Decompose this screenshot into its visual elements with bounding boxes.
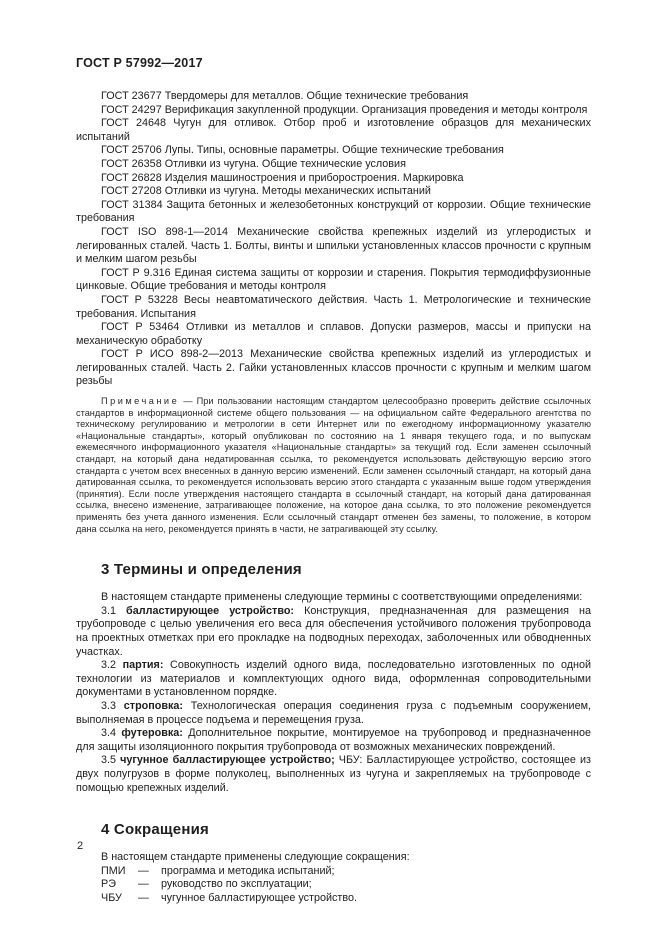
reference-item: ГОСТ ISO 898-1—2014 Механические свойства крепежных изделий из углеродистых и легированных сталей. Часть 1. Болты, винты и шпильки установленных классов прочности с крупным и мелким шагом резьбы [76, 225, 591, 266]
abbreviation-meaning: чугунное балластирующее устройство. [161, 891, 357, 904]
term-definition [76, 605, 591, 659]
terms-list [76, 605, 591, 795]
term-number: 3.3 [101, 699, 117, 712]
term-definition [76, 700, 591, 727]
reference-item: ГОСТ 23677 Твердомеры для металлов. Общие технические требования [101, 90, 469, 102]
abbreviation-row [101, 865, 591, 879]
abbreviation-dash: — [138, 878, 149, 891]
references-list [76, 90, 591, 389]
term-text: Совокупность изделий одного вида, последовательно изготовленных по одной технологии из материалов и комплектующих одного вида, оформленная сопроводительными документами в установленном порядке. [76, 659, 592, 699]
reference-item: ГОСТ Р 53228 Весы неавтоматического действия. Часть 1. Метрологические и технические требования. Испытания [76, 293, 591, 320]
note-text: — При пользовании настоящим стандартом целесообразно проверить действие ссылочных стандартов в информационной системе общего пользования — на официальном сайте Федерального агентства по техническому регулированию и метрологии в сети Интернет или по ежегодному информационному указателю «Национальные стандарты», который опубликован по состоянию на 1 января текущего года, и по выпускам ежемесячного информационного указателя «Национальные стандарты» за текущий год. Если заменен ссылочный стандарт, на который дана недатированная ссылка, то рекомендуется использовать действующую версию этого стандарта с учетом всех внесенных в данную версию изменений. Если заменен ссылочный стандарт, на который дана датированная ссылка, то рекомендуется использовать версию этого стандарта с указанным выше годом утверждения (принятия). Если после утверждения настоящего стандарта в ссылочный стандарт, на который дана датированная ссылка, внесено изменение, затрагивающее положение, на которое дана ссылка, то это положение рекомендуется применять без учета данного изменения. Если ссылочный стандарт отменен без замены, то положение, в котором дана ссылка на него, рекомендуется принять в части, не затрагивающей эту ссылку. [76, 396, 591, 534]
reference-item: ГОСТ 24648 Чугун для отливок. Отбор проб и изготовление образцов для механических испытаний [76, 117, 591, 143]
term-number: 3.4 [101, 727, 117, 740]
term-definition [76, 754, 591, 795]
section-3-heading: 3 Термины и определения [101, 561, 302, 579]
term-name: футеровка: [121, 727, 183, 740]
reference-item: ГОСТ 24297 Верификация закупленной продукции. Организация проведения и методы контроля [101, 103, 588, 116]
abbreviation-row [101, 878, 591, 892]
reference-item: ГОСТ Р 9.316 Единая система защиты от коррозии и старения. Покрытия термодиффузионные цинковые. Общие требования и методы контроля [76, 266, 591, 293]
abbreviation-row [101, 892, 591, 906]
abbreviation-dash: — [138, 864, 149, 877]
term-definition [76, 727, 591, 754]
reference-item: ГОСТ 31384 Защита бетонных и железобетонных конструкций от коррозии. Общие технические требования [76, 198, 591, 225]
reference-item: ГОСТ 27208 Отливки из чугуна. Методы механических испытаний [101, 185, 431, 198]
term-number: 3.2 [101, 659, 117, 672]
term-definition [76, 659, 591, 700]
abbreviation-key: РЭ [101, 878, 116, 891]
reference-item: ГОСТ 25706 Лупы. Типы, основные параметры. Общие технические требования [101, 144, 504, 157]
term-text: Дополнительное покрытие, монтируемое на трубопровод и предназначенное для защиты изоляционного покрытия трубопровода от возможных механических повреждений. [76, 727, 592, 753]
abbreviation-meaning: программа и методика испытаний; [161, 864, 335, 877]
abbreviation-dash: — [138, 891, 149, 904]
term-name: балластирующее устройство: [126, 604, 295, 617]
reference-item: ГОСТ Р ИСО 898-2—2013 Механические свойства крепежных изделий из углеродистых и легированных сталей. Часть 2. Гайки установленных классов прочности с крупным и мелким шагом резьбы [76, 348, 591, 388]
reference-item: ГОСТ 26358 Отливки из чугуна. Общие технические условия [101, 157, 406, 170]
reference-item: ГОСТ Р 53464 Отливки из металлов и сплавов. Допуски размеров, массы и припуски на механическую обработку [76, 321, 591, 347]
term-name: строповка: [123, 699, 184, 712]
document-code: ГОСТ Р 57992—2017 [76, 56, 203, 70]
section-4-heading: 4 Сокращения [101, 821, 209, 839]
term-name: партия: [122, 659, 164, 672]
term-number: 3.1 [101, 604, 117, 617]
note-paragraph [76, 396, 591, 535]
term-text: ЧБУ: Балластирующее устройство, состоящее из двух полугрузов в форме полуколец, выполненных из чугуна и закрепляемых на трубопроводе с помощью крепежных изделий. [76, 754, 591, 794]
term-text: Технологическая операция соединения груза с подъемным сооружением, выполняемая в процессе подъема и перемещения груза. [76, 699, 591, 726]
page-number: 2 [77, 840, 84, 852]
term-text: Конструкция, предназначенная для размещения на трубопроводе с целью увеличения его веса для обеспечения устойчивого положения трубопровода на проектных отметках при его прокладке на подводных переходах, заболоченных или обводненных участках. [76, 604, 591, 658]
reference-item: ГОСТ 26828 Изделия машиностроения и приборостроения. Маркировка [101, 171, 464, 184]
note-label: Примечание [101, 396, 180, 407]
abbreviations-list [76, 865, 591, 906]
term-name: чугунное балластирующее устройство; [120, 754, 335, 767]
section-3-intro: В настоящем стандарте применены следующие термины с соответствующими определениями: [101, 591, 583, 604]
section-4-intro: В настоящем стандарте применены следующие сокращения: [101, 851, 410, 864]
term-number: 3.5 [101, 754, 117, 767]
abbreviation-meaning: руководство по эксплуатации; [161, 878, 312, 891]
abbreviation-key: ПМИ [101, 864, 126, 877]
abbreviation-key: ЧБУ [101, 891, 122, 904]
